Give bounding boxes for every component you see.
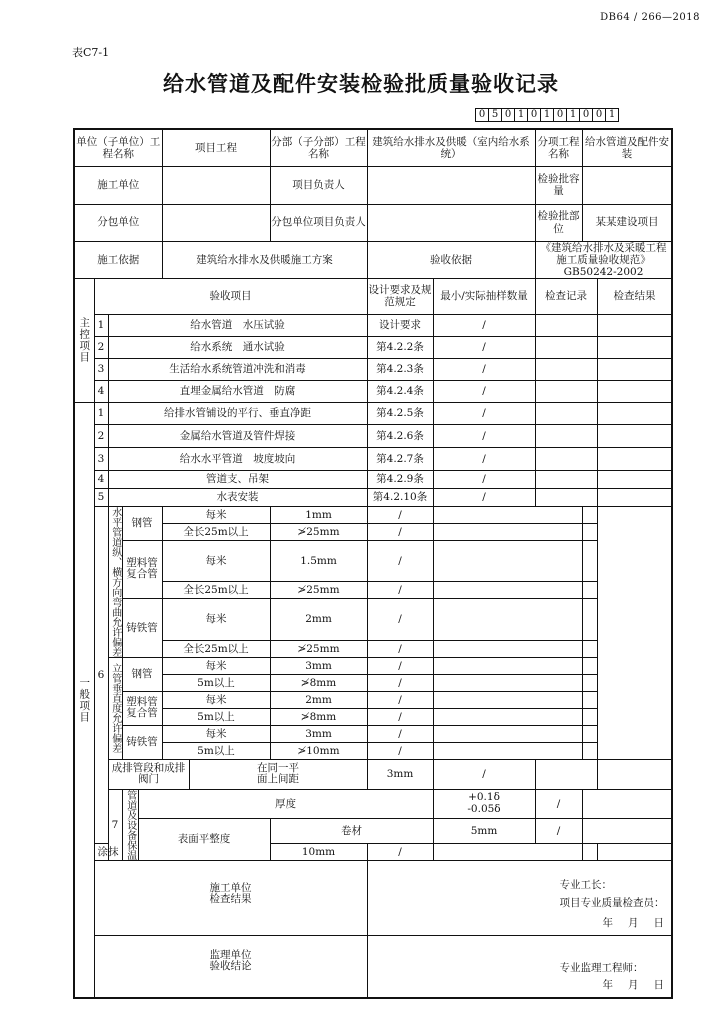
code-digit: 1 (566, 108, 580, 122)
standard-number: DB64 / 266—2018 (600, 12, 700, 23)
item-record[interactable] (433, 523, 582, 540)
item-sample: / (535, 818, 582, 843)
code-digit: 1 (605, 108, 619, 122)
code-digit: 0 (592, 108, 606, 122)
table-row (74, 380, 672, 402)
item-result[interactable] (582, 599, 597, 641)
condition: 5m以上 (162, 742, 270, 759)
code-digit: 0 (501, 108, 515, 122)
table-row (74, 789, 672, 818)
code-digit: 0 (475, 108, 489, 122)
code-digit: 5 (488, 108, 502, 122)
item-sample: / (535, 789, 582, 818)
row-number: 3 (94, 358, 108, 380)
item-design: 第4.2.4条 (367, 380, 433, 402)
item-sample: / (367, 540, 433, 582)
item-record[interactable] (433, 691, 582, 708)
subitem-label: 分项工程名称 (535, 129, 582, 166)
row-number: 1 (94, 402, 108, 424)
item-result[interactable] (597, 759, 672, 789)
item-sample: / (367, 708, 433, 725)
item-result[interactable] (582, 506, 597, 523)
condition: 每米 (162, 691, 270, 708)
flatness-label: 表面平整度 (138, 818, 270, 860)
condition: 涂抹 (94, 843, 122, 860)
item-result[interactable] (582, 540, 597, 582)
thickness-value: +0.1δ -0.05δ (433, 789, 535, 818)
table-row (74, 470, 672, 488)
item-result[interactable] (582, 843, 597, 860)
item-name: 金属给水管道及管件焊接 (108, 424, 367, 447)
table-row (74, 674, 672, 691)
item-result[interactable] (582, 657, 597, 674)
condition: 每米 (162, 540, 270, 582)
item-design: 第4.2.9条 (367, 470, 433, 488)
batch-location-label: 检验批部位 (535, 204, 582, 241)
item-record[interactable] (433, 657, 582, 674)
construction-check-area[interactable] (367, 860, 672, 935)
item-sample: / (367, 691, 433, 708)
row-number: 4 (94, 380, 108, 402)
item-result[interactable] (597, 358, 672, 380)
foreman-label: 专业工长： (559, 878, 612, 891)
allowed-value: ≯10mm (270, 742, 367, 759)
acceptance-table (73, 128, 673, 999)
item-sample: / (367, 657, 433, 674)
table-row (74, 742, 672, 759)
col-result: 检查结果 (597, 278, 672, 314)
item-design: 设计要求 (367, 314, 433, 336)
item-record[interactable] (535, 336, 597, 358)
allowed-value: ≯8mm (270, 708, 367, 725)
item-record[interactable] (535, 358, 597, 380)
allowed-value: 3mm (270, 657, 367, 674)
item-record[interactable] (433, 674, 582, 691)
table-row (74, 424, 672, 447)
allowed-value: ≯25mm (270, 582, 367, 599)
item-result[interactable] (582, 725, 597, 742)
subcontractor-value[interactable] (162, 204, 270, 241)
item-result[interactable] (582, 523, 597, 540)
row-number: 2 (94, 336, 108, 358)
supervision-label: 监理单位验收结论 (94, 935, 367, 998)
code-digit: 1 (514, 108, 528, 122)
item-name: 生活给水系统管道冲洗和消毒 (108, 358, 367, 380)
condition: 卷材 (270, 818, 433, 843)
sub-pm-value[interactable] (367, 204, 535, 241)
pipe-type: 钢管 (122, 506, 162, 540)
col-record: 检查记录 (535, 278, 597, 314)
col-item: 验收项目 (94, 278, 367, 314)
item-record[interactable] (582, 789, 672, 818)
row-number: 1 (94, 314, 108, 336)
item-design: 第4.2.6条 (367, 424, 433, 447)
valve-label: 成排管段和成排阀门 (108, 759, 189, 789)
table-row (74, 640, 672, 657)
code-digit: 0 (553, 108, 567, 122)
contractor-value[interactable] (162, 166, 270, 204)
pipe-type: 铸铁管 (122, 599, 162, 658)
item-design: 第4.2.10条 (367, 488, 433, 506)
acceptance-basis-label: 验收依据 (367, 241, 535, 278)
item-record[interactable] (433, 725, 582, 742)
table-row (74, 691, 672, 708)
subcontractor-label: 分包单位 (74, 204, 162, 241)
main-control-label: 主控项目 (74, 278, 94, 402)
table-row (74, 540, 672, 582)
unit-label: 单位（子单位）工程名称 (74, 129, 162, 166)
condition: 全长25m以上 (162, 640, 270, 657)
item-record[interactable] (582, 818, 672, 843)
condition: 每米 (162, 657, 270, 674)
row-number: 4 (94, 470, 108, 488)
item-result[interactable] (597, 488, 672, 506)
item-design: 第4.2.2条 (367, 336, 433, 358)
item-record[interactable] (433, 540, 582, 582)
table-row (74, 725, 672, 742)
table-row (74, 336, 672, 358)
table-row (74, 402, 672, 424)
division-label: 分部（子分部）工程名称 (270, 129, 367, 166)
item-sample: / (433, 336, 535, 358)
item-sample: / (367, 506, 433, 523)
item-sample: / (367, 599, 433, 641)
code-digit: 1 (540, 108, 554, 122)
form-number: 表C7-1 (72, 46, 110, 59)
condition: 每米 (162, 725, 270, 742)
valve-condition: 在同一平面上间距 (189, 759, 367, 789)
table-row (74, 358, 672, 380)
item-sample: / (367, 742, 433, 759)
item-name: 直埋金属给水管道 防腐 (108, 380, 367, 402)
supervision-area[interactable] (367, 935, 672, 998)
allowed-value: 10mm (270, 843, 367, 860)
item-sample: / (367, 523, 433, 540)
batch-capacity-value[interactable] (582, 166, 672, 204)
horizontal-deviation-label: 水平管道纵、横方向弯曲允许偏差 (109, 506, 121, 657)
construction-date: 年 月 日 (602, 916, 665, 929)
item-sample: / (367, 582, 433, 599)
allowed-value: 2mm (270, 599, 367, 641)
item-record[interactable] (535, 402, 597, 424)
pipe-type: 钢管 (122, 657, 162, 691)
condition: 每米 (162, 599, 270, 641)
item-record[interactable] (433, 506, 582, 523)
construction-check-label: 施工单位检查结果 (94, 860, 367, 935)
item-result[interactable] (597, 447, 672, 470)
item-sample: / (433, 470, 535, 488)
col-design: 设计要求及规范规定 (367, 278, 433, 314)
item-sample: / (433, 402, 535, 424)
supervision-date: 年 月 日 (602, 978, 665, 991)
item-result[interactable] (597, 402, 672, 424)
item-result[interactable] (597, 470, 672, 488)
item-result[interactable] (597, 380, 672, 402)
item-record[interactable] (433, 708, 582, 725)
allowed-value: 3mm (367, 759, 433, 789)
item-record[interactable] (433, 582, 582, 599)
item-record[interactable] (535, 424, 597, 447)
item-record[interactable] (535, 470, 597, 488)
pipe-type: 塑料管复合管 (122, 540, 162, 599)
item-sample: / (433, 447, 535, 470)
item-record[interactable] (535, 759, 597, 789)
subitem-value: 给水管道及配件安装 (582, 129, 672, 166)
item-name: 给水系统 通水试验 (108, 336, 367, 358)
division-value: 建筑给水排水及供暖（室内给水系统） (367, 129, 535, 166)
condition: 5m以上 (162, 708, 270, 725)
code-digit: 0 (579, 108, 593, 122)
item-sample: / (433, 314, 535, 336)
item-sample: / (433, 424, 535, 447)
item-record[interactable] (535, 488, 597, 506)
table-row (74, 708, 672, 725)
quality-inspector-label: 项目专业质量检查员： (559, 896, 665, 909)
condition: 每米 (162, 506, 270, 523)
allowed-value: ≯25mm (270, 523, 367, 540)
allowed-value: ≯8mm (270, 674, 367, 691)
condition: 5m以上 (162, 674, 270, 691)
item-sample: / (367, 725, 433, 742)
col-sample: 最小/实际抽样数量 (433, 278, 535, 314)
row-number: 7 (108, 789, 122, 860)
item-result[interactable] (582, 640, 597, 657)
item-design: 第4.2.3条 (367, 358, 433, 380)
item-record[interactable] (433, 599, 582, 641)
item-result[interactable] (597, 336, 672, 358)
row-number: 6 (94, 506, 108, 843)
item-name: 给水水平管道 坡度坡向 (108, 447, 367, 470)
table-row (74, 506, 672, 523)
page-title: 给水管道及配件安装检验批质量验收记录 (163, 71, 559, 96)
general-label: 一般项目 (74, 402, 94, 998)
item-result[interactable] (582, 674, 597, 691)
table-row (74, 488, 672, 506)
item-result[interactable] (597, 314, 672, 336)
condition: 全长25m以上 (162, 523, 270, 540)
code-digit: 0 (527, 108, 541, 122)
item-result[interactable] (597, 424, 672, 447)
allowed-value: 1mm (270, 506, 367, 523)
item-sample: / (367, 640, 433, 657)
item-sample: / (433, 759, 535, 789)
allowed-value: 3mm (270, 725, 367, 742)
item-record[interactable] (433, 640, 582, 657)
pm-label: 项目负责人 (270, 166, 367, 204)
batch-location-value[interactable]: 某某建设项目 (582, 204, 672, 241)
basis-label: 施工依据 (74, 241, 162, 278)
item-name: 给排水管铺设的平行、垂直净距 (108, 402, 367, 424)
pipe-type: 铸铁管 (122, 725, 162, 759)
item-sample: / (367, 674, 433, 691)
item-result[interactable] (582, 691, 597, 708)
allowed-value: ≯25mm (270, 640, 367, 657)
batch-code (476, 108, 619, 122)
table-row (74, 582, 672, 599)
allowed-value: 2mm (270, 691, 367, 708)
table-row (74, 523, 672, 540)
pm-value[interactable] (367, 166, 535, 204)
table-row (74, 599, 672, 641)
supervision-engineer-label: 专业监理工程师： (559, 961, 644, 974)
unit-value: 项目工程 (162, 129, 270, 166)
table-row (74, 818, 672, 843)
row-number: 2 (94, 424, 108, 447)
item-design: 第4.2.5条 (367, 402, 433, 424)
item-name: 水表安装 (108, 488, 367, 506)
allowed-value: 5mm (433, 818, 535, 843)
item-result[interactable] (582, 582, 597, 599)
item-record[interactable] (535, 380, 597, 402)
table-row (74, 314, 672, 336)
sub-pm-label: 分包单位项目负责人 (270, 204, 367, 241)
item-sample: / (433, 358, 535, 380)
item-sample: / (367, 843, 433, 860)
item-sample: / (433, 380, 535, 402)
table-row (74, 447, 672, 470)
row-number: 3 (94, 447, 108, 470)
item-design: 第4.2.7条 (367, 447, 433, 470)
batch-capacity-label: 检验批容量 (535, 166, 582, 204)
item-result[interactable] (582, 708, 597, 725)
item-record[interactable] (535, 314, 597, 336)
insulation-label: 管道及设备保温 (122, 789, 138, 860)
item-name: 给水管道 水压试验 (108, 314, 367, 336)
contractor-label: 施工单位 (74, 166, 162, 204)
row-number: 5 (94, 488, 108, 506)
item-record[interactable] (433, 742, 582, 759)
item-record[interactable] (433, 843, 582, 860)
item-record[interactable] (535, 447, 597, 470)
allowed-value: 1.5mm (270, 540, 367, 582)
thickness-label: 厚度 (138, 789, 433, 818)
item-result[interactable] (582, 742, 597, 759)
acceptance-basis-value: 《建筑给水排水及采暖工程施工质量验收规范》GB50242-2002 (535, 241, 672, 278)
table-row (74, 759, 672, 789)
table-row (74, 657, 672, 674)
vertical-deviation-label: 立管垂直度允许偏差 (108, 657, 122, 759)
basis-value: 建筑给水排水及供暖施工方案 (162, 241, 367, 278)
item-sample: / (433, 488, 535, 506)
condition: 全长25m以上 (162, 582, 270, 599)
pipe-type: 塑料管复合管 (122, 691, 162, 725)
item-name: 管道支、吊架 (108, 470, 367, 488)
